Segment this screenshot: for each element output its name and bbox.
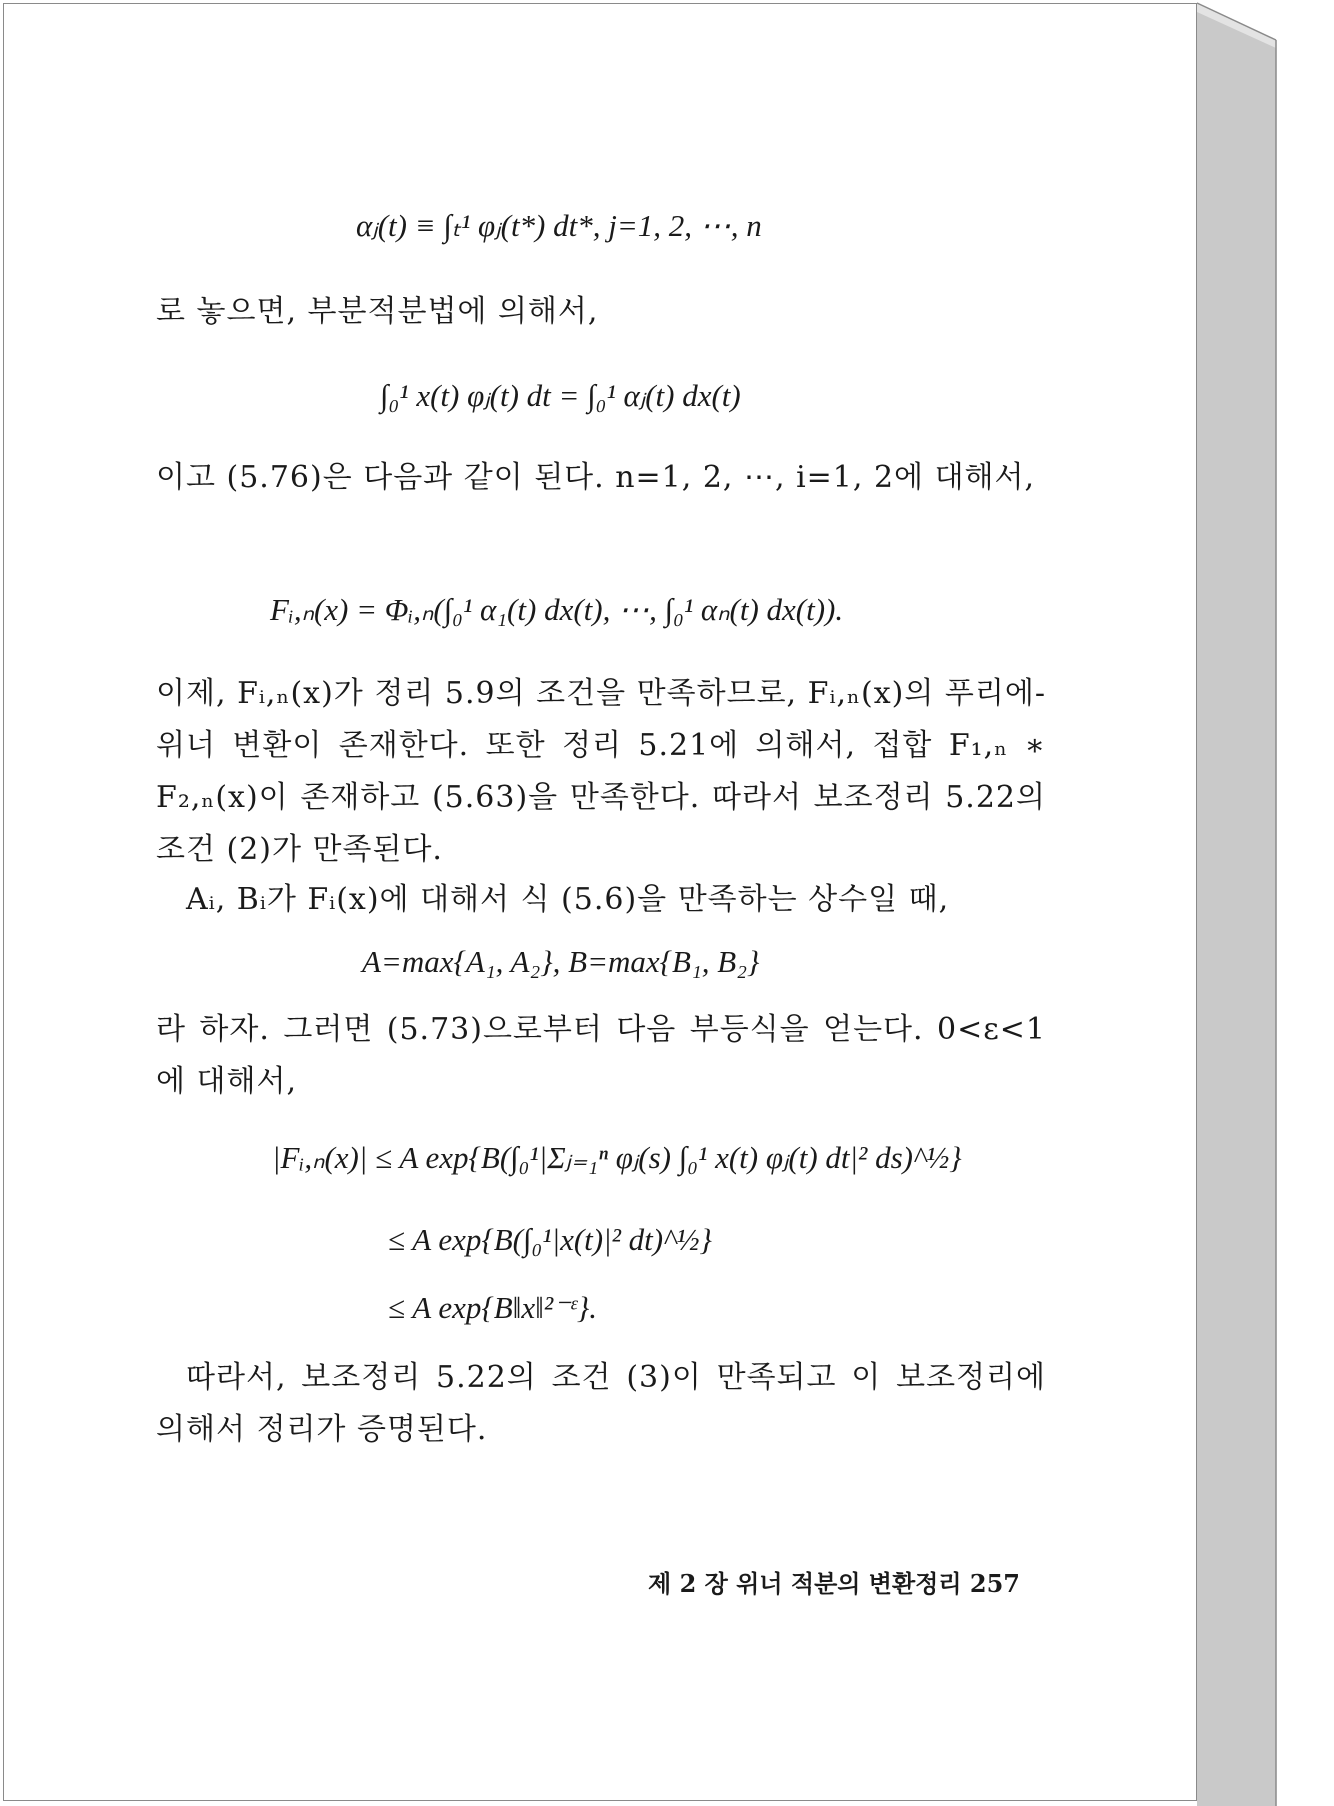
paragraph-6: 따라서, 보조정리 5.22의 조건 (3)이 만족되고 이 보조정리에 의해서 정리가 증명된다.	[156, 1360, 1046, 1447]
equation-F-definition: Fᵢ,ₙ(x) = Φᵢ,ₙ(∫₀¹ α₁(t) dx(t), ⋯, ∫₀¹ αₙ(t) dx(t)).	[270, 592, 844, 627]
equation-alpha-definition: αⱼ(t) ≡ ∫ₜ¹ φⱼ(t*) dt*, j=1, 2, ⋯, n	[356, 208, 762, 243]
paragraph-1: 로 놓으면, 부분적분법에 의해서,	[156, 294, 599, 329]
equation-integration-by-parts: ∫₀¹ x(t) φⱼ(t) dt = ∫₀¹ αⱼ(t) dx(t)	[380, 378, 741, 413]
paragraph-3: 이제, Fᵢ,ₙ(x)가 정리 5.9의 조건을 만족하므로, Fᵢ,ₙ(x)의 푸리에-위너 변환이 존재한다. 또한 정리 5.21에 의해서, 접합 F₁,ₙ ∗ F₂,ₙ(x)이 존재하고 (5.63)을 만족한다. 따라서 보조정리 5.22의 조건 (2)가 만족된다.	[156, 676, 1046, 867]
paragraph-5: 라 하자. 그러면 (5.73)으로부터 다음 부등식을 얻는다. 0<ε<1에 대해서,	[156, 1012, 1046, 1099]
equation-max-constants: A=max{A₁, A₂}, B=max{B₁, B₂}	[362, 944, 760, 979]
equation-inequality-line3: ≤ A exp{B‖x‖²⁻ᵋ}.	[388, 1290, 597, 1325]
equation-inequality-line2: ≤ A exp{B(∫₀¹|x(t)|² dt)^½}	[388, 1222, 712, 1257]
page-footer: 제 2 장 위너 적분의 변환정리 257	[648, 1569, 1020, 1598]
paragraph-2: 이고 (5.76)은 다음과 같이 된다. n=1, 2, ⋯, i=1, 2에 대해서,	[156, 460, 1036, 495]
equation-inequality-line1: |Fᵢ,ₙ(x)| ≤ A exp{B(∫₀¹|Σⱼ₌₁ⁿ φⱼ(s) ∫₀¹ x(t) φⱼ(t) dt|² ds)^½}	[272, 1140, 962, 1175]
paragraph-4: Aᵢ, Bᵢ가 Fᵢ(x)에 대해서 식 (5.6)을 만족하는 상수일 때,	[186, 882, 950, 917]
